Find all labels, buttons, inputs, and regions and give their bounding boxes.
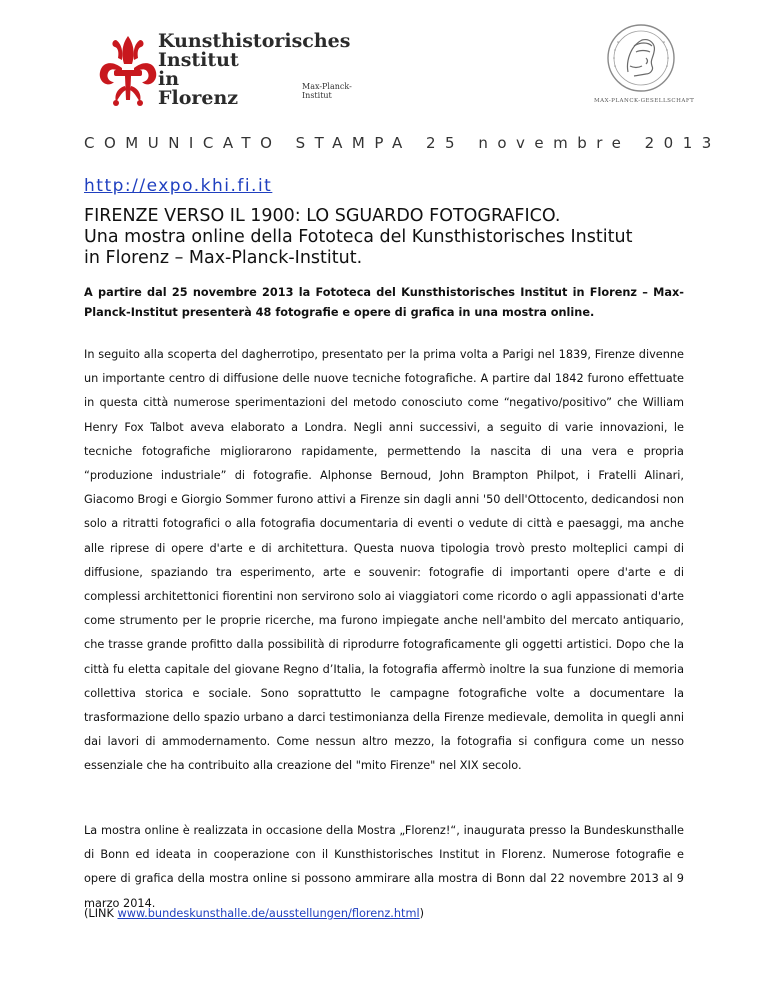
- body-paragraph-1: In seguito alla scoperta del dagherrotipo, presentato per la prima volta a Parigi nel 1839, Firenze divenne un importante centro di diffusione delle nuove tecniche fotografiche. A partire dal 1842 furono effettuate in questa città numerose sperimentazioni del metodo conosciuto come “negativo/positivo” che William Henry Fox Talbot aveva elaborato a Londra. Negli anni successivi, a seguito di varie innovazioni, le tecniche fotografiche migliorarono rapidamente, permettendo la nascita di una vera e propria “produzione industriale” di fotografie. Alphonse Bernoud, John Brampton Philpot, i Fratelli Alinari, Giacomo Brogi e Giorgio Sommer furono attivi a Firenze sin dagli anni '50 dell'Ottocento, dedicandosi non solo a ritratti fotografici o alla fotografia documentaria di eventi o vedute di città e paesaggi, ma anche alle riprese di opere d'arte e di architettura. Questa nuova tipologia trovò presto molteplici campi di diffusione, spaziando tra esperimento, arte e souvenir: fotografie di importanti opere d'arte e di complessi architettonici fiorentini non servirono solo ai viaggiatori come ricordo o agli appassionati d'arte come strumento per le proprie ricerche, ma furono impiegate anche nell'ambito del mercato antiquario, che trasse grande profitto dalla possibilità di riprodurre fotograficamente gli oggetti artistici. Dopo che la città fu eletta capitale del giovane Regno d’Italia, la fotografia affermò inoltre la sua funzione di memoria collettiva storica e sociale. Sono soprattutto le campagne fotografiche volte a documentare la trasformazione dello spazio urbano a darci testimonianza della Firenze medievale, demolita in quegli anni dai lavori di ammodernamento. Come nessun altro mezzo, la fotografia si configura come un nesso essenziale che ha contribuito alla creazione del "mito Firenze" nel XIX secolo.: [84, 348, 684, 773]
- lead-paragraph: A partire dal 25 novembre 2013 la Fototeca del Kunsthistorisches Institut in Florenz – Max-Planck-Institut presenterà 48 fotografie e opere di grafica in una mostra online.: [84, 286, 684, 319]
- bundeskunsthalle-link[interactable]: www.bundeskunsthalle.de/ausstellungen/florenz.html: [117, 907, 420, 920]
- link-prefix: (LINK: [84, 907, 118, 920]
- title-line-2: Una mostra online della Fototeca del Kunsthistorisches Institut: [84, 227, 633, 247]
- body-paragraph-2: La mostra online è realizzata in occasione della Mostra „Florenz!“, inaugurata presso la Bundeskunsthalle di Bonn ed ideata in cooperazione con il Kunsthistorisches Institut in Florenz. Numerose fotografie e opere di grafica della mostra online si possono ammirare alla mostra di Bonn dal 22 novembre 2013 al 9 marzo 2014.: [84, 824, 684, 910]
- institute-name-line: Institut: [158, 49, 239, 71]
- florentine-lily-icon: [96, 30, 160, 110]
- mpg-caption: MAX-PLANCK-GESELLSCHAFT: [594, 98, 695, 104]
- title-line-1: FIRENZE VERSO IL 1900: LO SGUARDO FOTOGRAFICO.: [84, 206, 561, 226]
- khi-logo: [96, 30, 380, 110]
- institute-subtitle: Max-Planck-Institut: [302, 82, 352, 100]
- minerva-seal-icon: [606, 22, 676, 94]
- expo-url-link[interactable]: http://expo.khi.fi.it: [84, 176, 273, 196]
- institute-name-line: in: [158, 68, 180, 90]
- institute-name-line: Kunsthistorisches: [158, 30, 351, 52]
- title-line-3: in Florenz – Max-Planck-Institut.: [84, 248, 363, 268]
- press-release-heading: COMUNICATO STAMPA 25 novembre 2013: [84, 134, 721, 152]
- link-suffix: ): [419, 907, 425, 920]
- link-line: [84, 904, 684, 924]
- article-title: [84, 206, 684, 269]
- institute-name-line: Florenz: [158, 87, 239, 109]
